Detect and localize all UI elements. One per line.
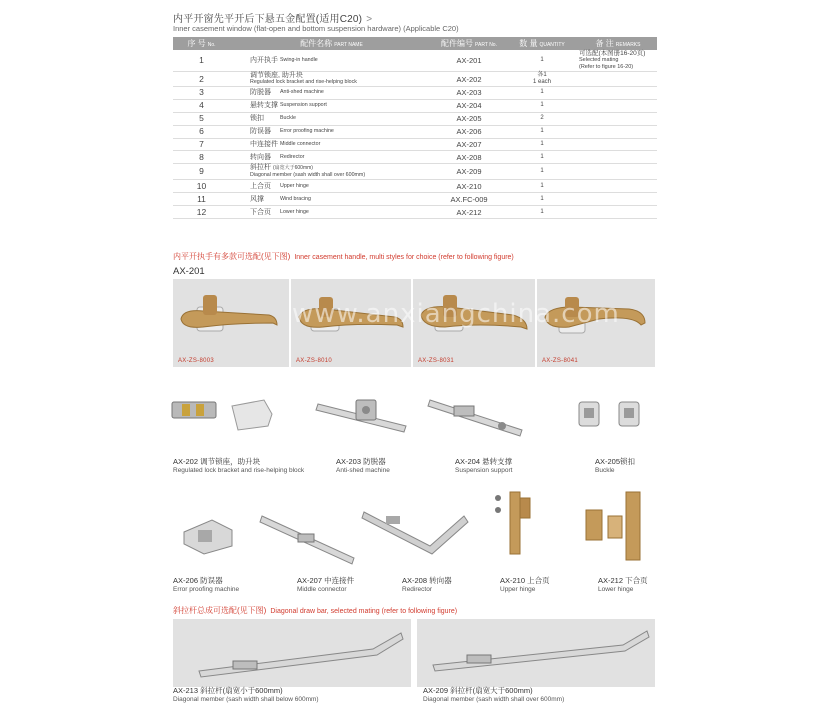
handle-card	[173, 279, 289, 367]
table-row: 7 中连接件 Middle connector AX-207 1	[173, 138, 657, 151]
row-no: 2	[173, 72, 230, 87]
row-code: AX-201	[433, 50, 505, 72]
part-caption-212: AX-212 下合页 Lower hinge	[598, 576, 648, 593]
buckle-image	[575, 398, 645, 432]
handle-card	[413, 279, 535, 367]
part-caption-206: AX-206 防误器 Error proofing machine	[173, 576, 240, 593]
table-row	[173, 72, 657, 87]
row-remarks: 可选配(本图册16-20页) Selected mating (Refer to figure 16-20)	[579, 50, 657, 72]
drawbar-caption-209: AX-209 斜拉杆(扇宽大于600mm) Diagonal member (sash width shall over 600mm)	[423, 686, 565, 703]
redirector-icon	[360, 502, 472, 556]
handle-code: AX-ZS-8003	[178, 358, 215, 364]
col-part-no: 配件编号 PART No.	[433, 37, 505, 50]
handle-code: AX-ZS-8031	[418, 358, 455, 364]
redirector-image	[360, 502, 472, 556]
part-caption-205: AX-205锁扣 Buckle	[595, 457, 636, 474]
door-handle-icon	[413, 279, 535, 367]
lower-hinge-icon	[582, 488, 658, 568]
part-caption-203: AX-203 防脱器 Anti-shed machine	[336, 457, 390, 474]
row-no: 1	[173, 50, 230, 72]
suspension-support-icon	[426, 392, 526, 444]
row-remarks	[579, 72, 657, 87]
table-row: 8 转向器 Redirector AX-208 1	[173, 151, 657, 164]
lock-bracket-image	[168, 394, 280, 438]
part-caption-208: AX-208 转向器 Redirector	[402, 576, 452, 593]
watermark: www.anxiangchina.com	[292, 299, 620, 329]
row-qty: 各1 1 each	[505, 72, 579, 87]
handle-card	[537, 279, 655, 367]
page-subtitle: Inner casement window (flat-open and bottom suspension hardware) (Applicable C20)	[173, 24, 459, 33]
upper-hinge-icon	[488, 488, 538, 564]
table-row: 11 风撑 Wind bracing AX.FC-009 1	[173, 193, 657, 206]
table-row: 5 锁扣 Buckle AX-205 2	[173, 112, 657, 125]
row-qty: 1	[505, 50, 579, 72]
page-title	[173, 10, 372, 25]
diagonal-draw-bar-icon	[173, 619, 411, 687]
row-name: 调节锁座, 助升块 Regulated lock bracket and rise-helping block	[230, 72, 433, 87]
drawbar-caption-213: AX-213 斜拉杆(扇宽小于600mm) Diagonal member (sash width shall below 600mm)	[173, 686, 319, 703]
row-code: AX-202	[433, 72, 505, 87]
error-proofing-machine-icon	[178, 512, 238, 558]
door-handle-icon	[173, 279, 289, 367]
lock-bracket-icon	[168, 394, 280, 438]
table-row: 6 防误器 Error proofing machine AX-206 1	[173, 125, 657, 138]
part-caption-202: AX-202 调节锁座，助升块 Regulated lock bracket and rise-helping block	[173, 457, 305, 474]
anti-shed-image	[312, 392, 412, 438]
table-header-row	[173, 37, 657, 50]
suspension-support-image	[426, 392, 526, 444]
part-caption-207: AX-207 中连接件 Middle connector	[297, 576, 355, 593]
lower-hinge-image	[582, 488, 658, 568]
handle-code: AX-ZS-8010	[296, 358, 333, 364]
anti-shed-machine-icon	[312, 392, 412, 438]
middle-connector-icon	[258, 508, 358, 568]
page-title-text: 内平开窗先平开后下悬五金配置(适用C20)	[173, 14, 363, 25]
col-quantity: 数 量 QUANTITY	[505, 37, 579, 50]
diagonal-draw-bar-icon	[417, 619, 655, 687]
handle-card	[291, 279, 411, 367]
row-name-en: Swing-in handle	[280, 50, 433, 72]
drawbar-section-heading: 斜拉杆总成可选配(见下图) Diagonal draw bar, selected mating (refer to following figure)	[173, 606, 458, 615]
title-arrow-icon: >	[366, 14, 373, 25]
table-row: 10 上合页 Upper hinge AX-210 1	[173, 180, 657, 193]
door-handle-icon	[537, 279, 655, 367]
drawbar-card	[417, 619, 655, 687]
buckle-icon	[575, 398, 645, 432]
col-remarks: 备 注 REMARKS	[579, 37, 657, 50]
table-row: 12 下合页 Lower hinge AX-212 1	[173, 206, 657, 219]
upper-hinge-image	[488, 488, 538, 564]
table-row: 9 斜拉杆 (扇宽大于600mm) Diagonal member (sash width shall over 600mm) AX-209 1	[173, 164, 657, 180]
handles-section-label: AX-201	[173, 266, 205, 277]
error-proofing-image	[178, 512, 238, 558]
handles-section-heading: 内平开执手有多款可选配(见下图) Inner casement handle, multi styles for choice (refer to following figure)	[173, 252, 514, 261]
drawbar-card	[173, 619, 411, 687]
table-row	[173, 50, 657, 72]
handle-code: AX-ZS-8041	[542, 358, 579, 364]
parts-table	[173, 37, 657, 219]
part-caption-204: AX-204 悬转支撑 Suspension support	[455, 457, 513, 474]
col-part-name: 配件名称 PART NAME	[230, 37, 433, 50]
part-caption-210: AX-210 上合页 Upper hinge	[500, 576, 550, 593]
table-row: 4 悬转支撑 Suspension support AX-204 1	[173, 99, 657, 112]
middle-connector-image	[258, 508, 358, 568]
table-row: 3 防脱器 Anti-shed machine AX-203 1	[173, 87, 657, 100]
door-handle-icon	[291, 279, 411, 367]
row-name-cn: 内开执手	[230, 50, 280, 72]
col-no: 序 号 No.	[173, 37, 230, 50]
